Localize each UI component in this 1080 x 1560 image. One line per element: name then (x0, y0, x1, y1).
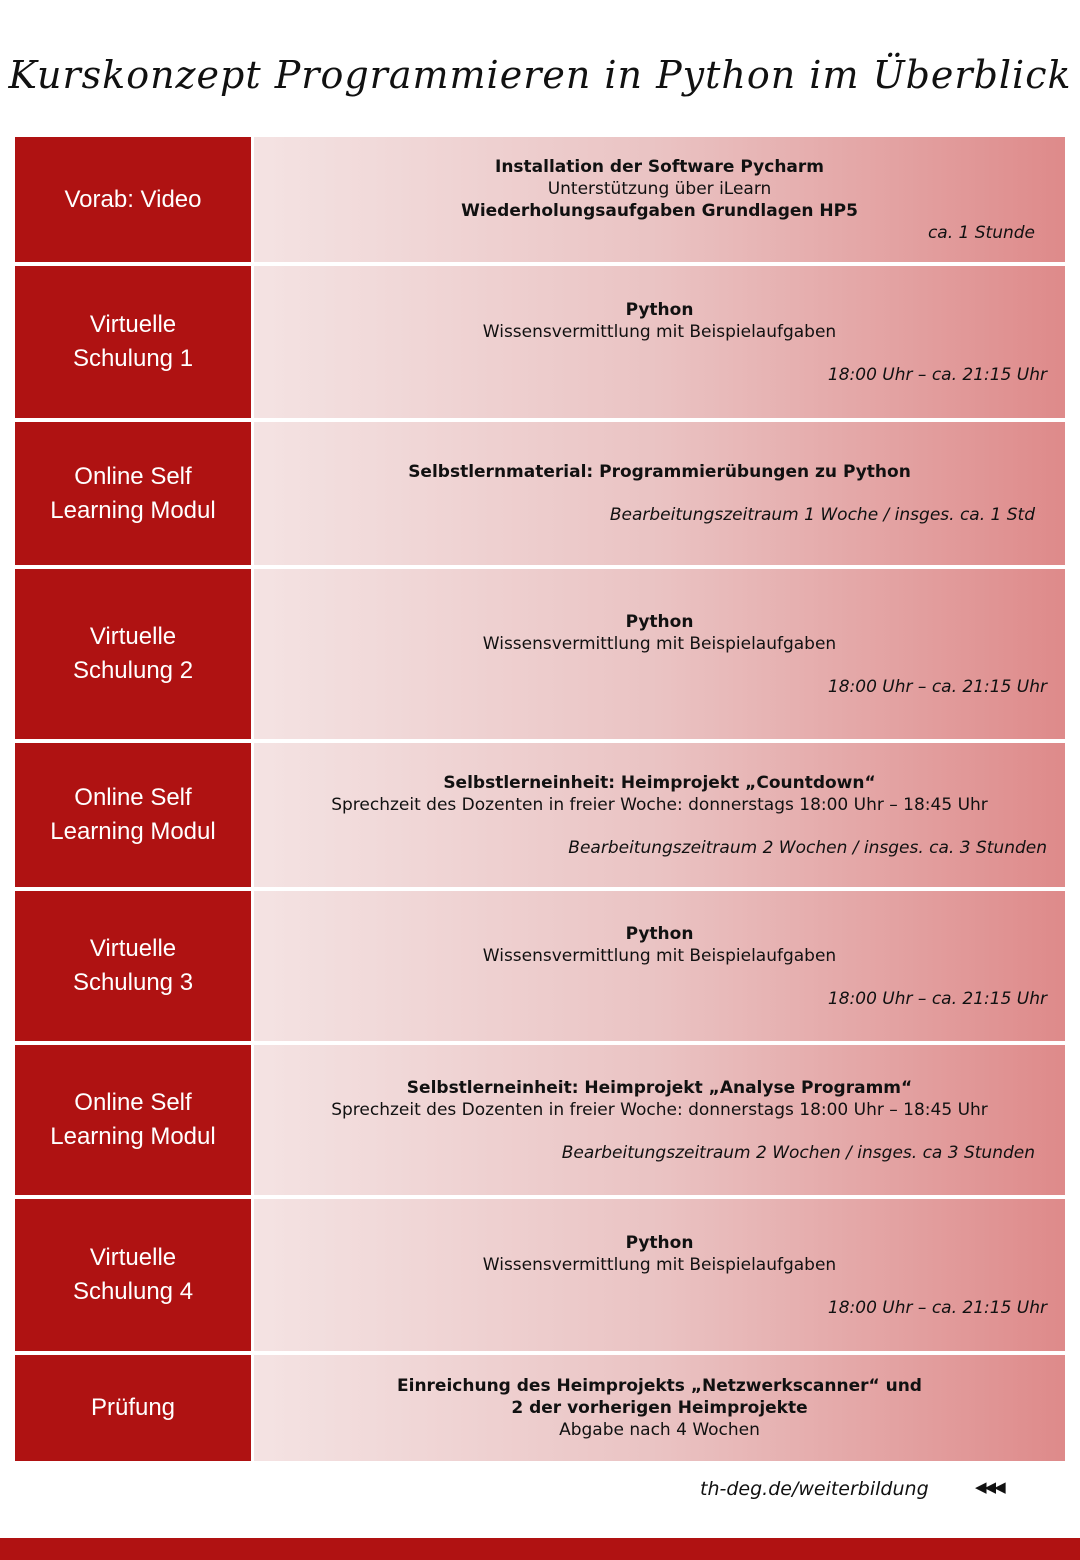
schedule-row (15, 266, 1065, 418)
session-duration: ca. 1 Stunde (927, 222, 1035, 243)
session-duration: 18:00 Uhr – ca. 21:15 Uhr (827, 676, 1047, 697)
session-label: Online Self Learning Modul (15, 1045, 251, 1195)
session-text: Abgabe nach 4 Wochen (559, 1420, 760, 1440)
session-label: Virtuelle Schulung 4 (15, 1199, 251, 1351)
session-text: Wissensvermittlung mit Beispielaufgaben (482, 945, 837, 966)
session-details (254, 1045, 1065, 1195)
session-description (272, 611, 1047, 655)
bottom-brand-bar (0, 1538, 1080, 1560)
session-heading: Python (625, 611, 694, 632)
session-details (254, 1199, 1065, 1351)
session-duration: Bearbeitungszeitraum 2 Wochen / insges. ca 3 Stunden (561, 1142, 1035, 1163)
session-description (272, 1232, 1047, 1276)
session-label: Prüfung (15, 1355, 251, 1461)
session-label: Virtuelle Schulung 2 (15, 569, 251, 739)
session-details (254, 891, 1065, 1041)
session-text: Wissensvermittlung mit Beispielaufgaben (482, 1254, 837, 1275)
session-heading: 2 der vorherigen Heimprojekte (511, 1398, 808, 1418)
session-details (254, 266, 1065, 418)
session-description (272, 156, 1047, 222)
session-duration: Bearbeitungszeitraum 1 Woche / insges. ca. 1 Std (609, 505, 1035, 525)
session-description (272, 461, 1047, 483)
session-text: Wissensvermittlung mit Beispielaufgaben (482, 321, 837, 342)
course-schedule (15, 137, 1065, 1461)
session-text: Sprechzeit des Dozenten in freier Woche: donnerstags 18:00 Uhr – 18:45 Uhr (331, 1099, 988, 1120)
session-heading: Python (625, 1232, 694, 1253)
session-description (272, 1375, 1047, 1441)
schedule-row (15, 569, 1065, 739)
session-heading: Einreichung des Heimprojekts „Netzwerkscanner“ und (397, 1376, 922, 1396)
session-heading: Selbstlerneinheit: Heimprojekt „Analyse Programm“ (406, 1077, 913, 1098)
session-heading: Python (625, 923, 694, 944)
schedule-row (15, 1045, 1065, 1195)
schedule-row (15, 1355, 1065, 1461)
session-heading: Wiederholungsaufgaben Grundlagen HP5 (461, 200, 858, 221)
session-details (254, 137, 1065, 262)
page-title: Kurskonzept Programmieren in Python im Überblick (8, 53, 1072, 97)
session-duration: 18:00 Uhr – ca. 21:15 Uhr (827, 1297, 1047, 1318)
session-heading: Python (625, 299, 694, 320)
session-label: Vorab: Video (15, 137, 251, 262)
session-label: Online Self Learning Modul (15, 743, 251, 887)
session-details (254, 569, 1065, 739)
session-label: Virtuelle Schulung 1 (15, 266, 251, 418)
session-duration: Bearbeitungszeitraum 2 Wochen / insges. ca. 3 Stunden (568, 837, 1047, 858)
session-description (272, 923, 1047, 967)
session-heading: Installation der Software Pycharm (495, 156, 824, 177)
session-text: Sprechzeit des Dozenten in freier Woche: donnerstags 18:00 Uhr – 18:45 Uhr (331, 794, 988, 815)
session-description (272, 772, 1047, 816)
session-description (272, 1077, 1047, 1121)
back-arrows-icon: ◀◀◀ (975, 1478, 1004, 1496)
session-details (254, 422, 1065, 565)
website-link[interactable]: th-deg.de/weiterbildung (700, 1478, 929, 1500)
session-label: Online Self Learning Modul (15, 422, 251, 565)
schedule-row (15, 137, 1065, 262)
session-details (254, 1355, 1065, 1461)
schedule-row (15, 1199, 1065, 1351)
session-text: Unterstützung über iLearn (547, 178, 772, 199)
schedule-row (15, 422, 1065, 565)
schedule-row (15, 891, 1065, 1041)
session-duration: 18:00 Uhr – ca. 21:15 Uhr (827, 364, 1047, 385)
session-details (254, 743, 1065, 887)
session-heading: Selbstlerneinheit: Heimprojekt „Countdown“ (443, 772, 876, 793)
schedule-row (15, 743, 1065, 887)
session-text: Wissensvermittlung mit Beispielaufgaben (482, 633, 837, 654)
session-description (272, 299, 1047, 343)
session-label: Virtuelle Schulung 3 (15, 891, 251, 1041)
session-duration: 18:00 Uhr – ca. 21:15 Uhr (827, 988, 1047, 1009)
session-heading: Selbstlernmaterial: Programmierübungen zu Python (408, 462, 911, 482)
